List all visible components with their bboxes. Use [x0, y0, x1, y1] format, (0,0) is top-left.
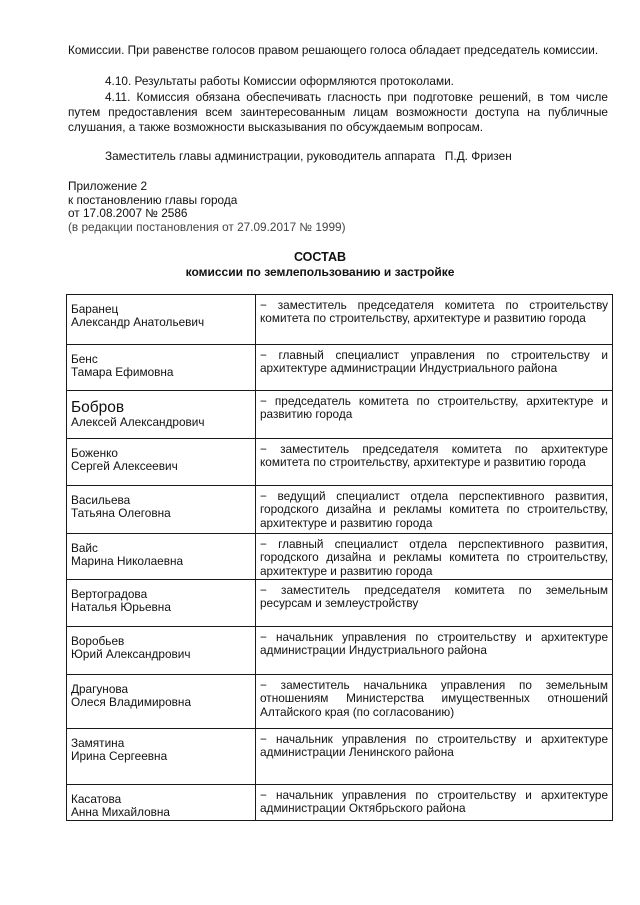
member-given-name: Сергей Алексеевич — [71, 459, 178, 474]
table-row — [67, 675, 613, 729]
member-name-cell — [67, 785, 256, 821]
table-row — [67, 785, 613, 821]
member-role: − главный специалист управления по строительству и архитектуре администрации Индустриального района — [256, 345, 613, 391]
table-row — [67, 627, 613, 675]
member-role: − заместитель начальника управления по земельным отношениям Министерства имущественных отношений Алтайского края (по согласованию) — [256, 675, 613, 729]
members-table — [66, 294, 613, 821]
member-role: − начальник управления по строительству и архитектуре администрации Индустриального района — [256, 627, 613, 675]
appendix-reference: к постановлению главы города — [68, 192, 238, 207]
paragraph-4-11: 4.11. Комиссия обязана обеспечивать гласность при подготовке решений, в том числе путем предоставления всем заинтересованным лицам возможности доступа на публичные слушания, а также возможности высказывания по обсуждаемым вопросам. — [68, 90, 608, 135]
member-given-name: Олеся Владимировна — [71, 695, 192, 710]
member-surname: Васильева — [71, 493, 131, 507]
member-name-cell — [67, 391, 256, 439]
member-name-cell — [67, 580, 256, 627]
member-given-name: Юрий Александрович — [71, 647, 191, 662]
table-row — [67, 439, 613, 486]
member-given-name: Алексей Александрович — [71, 415, 205, 429]
member-surname: Драгунова — [71, 682, 129, 696]
member-role: − начальник управления по строительству и архитектуре администрации Октябрьского района — [256, 785, 613, 821]
member-surname: Воробьев — [71, 634, 125, 648]
member-given-name: Анна Михайловна — [71, 805, 170, 820]
member-name-cell — [67, 627, 256, 675]
member-given-name: Ирина Сергеевна — [71, 749, 168, 764]
signature-line: Заместитель главы администрации, руководитель аппарата П.Д. Фризен — [105, 149, 512, 163]
member-surname: Баранец — [71, 302, 119, 316]
member-name-cell — [67, 534, 256, 580]
member-role: − председатель комитета по строительству, архитектуре и развитию города — [256, 391, 613, 439]
paragraph-4-10: 4.10. Результаты работы Комиссии оформляются протоколами. — [105, 74, 454, 88]
table-row — [67, 729, 613, 785]
member-role: − ведущий специалист отдела перспективного развития, городского дизайна и рекламы комитета по строительству, архитектуре и развитию города — [256, 486, 613, 534]
document-title: СОСТАВ — [293, 250, 347, 264]
table-row — [67, 345, 613, 391]
paragraph-4-9-end: Комиссии. При равенстве голосов правом решающего голоса обладает председатель комиссии. — [68, 43, 599, 57]
member-surname: Замятина — [71, 736, 125, 750]
member-name-cell — [67, 486, 256, 534]
member-role: − начальник управления по строительству и архитектуре администрации Ленинского района — [256, 729, 613, 785]
member-role: − заместитель председателя комитета по архитектуре комитета по строительству, архитектуре и развитию города — [256, 439, 613, 486]
member-name-cell — [67, 345, 256, 391]
member-given-name: Марина Николаевна — [71, 554, 184, 569]
member-surname: Вертоградова — [71, 587, 148, 601]
member-role: − заместитель председателя комитета по строительству комитета по строительству, архитектуре и развитию города — [256, 295, 613, 345]
document-subtitle: комиссии по землепользованию и застройке — [185, 265, 455, 279]
appendix-header — [68, 180, 346, 234]
table-row — [67, 295, 613, 345]
member-name-cell — [67, 439, 256, 486]
member-given-name: Тамара Ефимовна — [71, 365, 174, 380]
member-given-name: Александр Анатольевич — [71, 315, 205, 330]
member-given-name: Татьяна Олеговна — [71, 506, 171, 521]
member-surname: Боженко — [71, 446, 118, 460]
appendix-revision: (в редакции постановления от 27.09.2017 № 1999) — [68, 219, 346, 234]
member-surname: Касатова — [71, 792, 122, 806]
member-given-name: Наталья Юрьевна — [71, 600, 171, 615]
member-name-cell — [67, 729, 256, 785]
table-row — [67, 580, 613, 627]
table-row — [67, 534, 613, 580]
member-surname: Бенс — [71, 352, 98, 366]
member-surname: Вайс — [71, 541, 98, 555]
appendix-number: Приложение 2 — [68, 179, 148, 193]
member-role: − главный специалист отдела перспективного развития, городского дизайна и рекламы комитета по строительству, архитектуре и развитию города — [256, 534, 613, 580]
table-row — [67, 391, 613, 439]
member-role: − заместитель председателя комитета по земельным ресурсам и землеустройству — [256, 580, 613, 627]
member-name-cell — [67, 295, 256, 345]
member-name-cell — [67, 675, 256, 729]
table-row — [67, 486, 613, 534]
member-surname: Бобров — [71, 399, 125, 416]
appendix-date: от 17.08.2007 № 2586 — [68, 206, 188, 221]
